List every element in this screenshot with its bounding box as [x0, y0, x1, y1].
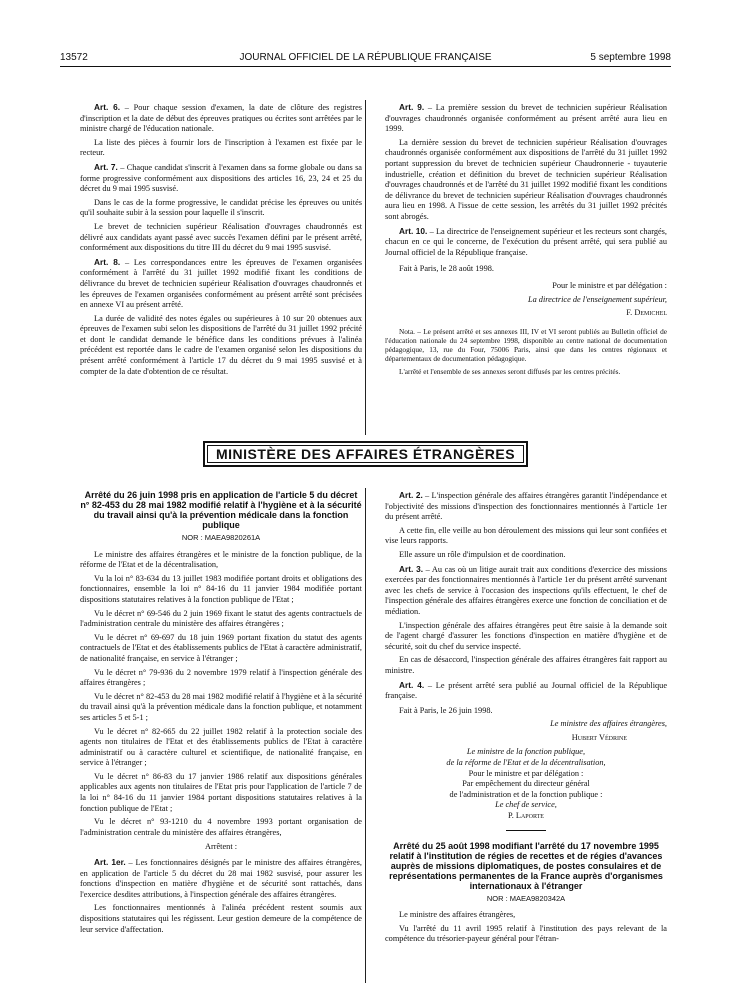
column-divider-bottom: [365, 488, 366, 983]
chief-title: Le chef de service,: [495, 800, 557, 810]
art6-p2: La liste des pièces à fournir lors de l'inscription à l'examen est fixée par le recteur.: [80, 137, 362, 158]
art7: Art. 7. – Chaque candidat s'inscrit à l'examen dans sa forme globale ou dans sa forme progressive conformément aux dispositions des articles 16, 23, 24 et 25 du décret du 9 mai 1995 susvisé.: [80, 161, 362, 194]
minister-title: Le ministre des affaires étrangères,: [550, 719, 667, 729]
minister-name: Hubert Védrine: [571, 732, 627, 742]
for-minister-1: Pour le ministre et par délégation :: [552, 280, 667, 290]
visa-4: Vu le décret n° 79-936 du 2 novembre 1979 relatif à l'inspection générale des affaires étrangères ;: [80, 667, 362, 688]
visa-1: Vu la loi n° 83-634 du 13 juillet 1983 modifiée portant droits et obligations des fonctionnaires, ensemble la loi n° 84-16 du 11 janvier 1984 modifiée portant dispositions statutaires relatives à la fonction publique de l'Etat ;: [80, 573, 362, 604]
nota-2: L'arrêté et l'ensemble de ses annexes seront diffusés par les centres précités.: [399, 366, 621, 376]
chief-name: P. Laporte: [508, 811, 544, 821]
visa-2: Vu le décret n° 69-546 du 2 juin 1969 fixant le statut des agents contractuels de l'administration centrale du ministère des affaires étrangères ;: [80, 608, 362, 629]
art6: Art. 6. – Pour chaque session d'examen, la date de clôture des registres d'inscription et la date de début des épreuves pratiques ou écrites sont arrêtées par le ministre chargé de l'éducation nationale.: [80, 102, 362, 134]
art7-p2: Dans le cas de la forme progressive, le candidat précise les épreuves ou unités qu'il souhaite subir à la session pour laquelle il s'inscrit.: [80, 197, 362, 218]
art1-p2: Les fonctionnaires mentionnés à l'alinéa précédent restent soumis aux dispositions statutaires qui les régissent. Leur gestion demeure de la compétence de leur service d'affectation.: [80, 903, 362, 934]
journal-title: JOURNAL OFFICIEL DE LA RÉPUBLIQUE FRANÇAISE: [239, 52, 492, 63]
ministry-title-box: [203, 441, 528, 467]
nor-1: NOR : MAEA9820261A: [181, 533, 261, 542]
impediment-2: de l'administration et de la fonction publique :: [449, 789, 603, 799]
fp-minister-title-1: Le ministre de la fonction publique,: [466, 747, 586, 757]
signatory-name-1: F. Demichel: [626, 308, 667, 318]
bottom-left-column: [80, 490, 362, 938]
ministry-title: MINISTÈRE DES AFFAIRES ÉTRANGÈRES: [215, 446, 516, 462]
visa-6: Vu le décret n° 82-665 du 22 juillet 1982 relatif à la protection sociale des agents non titulaires de l'Etat et des établissements publics de l'Etat à caractère administratif ou à caractère culturel et scientifique, de nationalité française, en service à l'étranger ;: [80, 726, 362, 768]
art3-p2: L'inspection générale des affaires étrangères peut être saisie à la demande soit de l'agent chargé d'assurer les fonctions d'inspection en matière d'hygiène et de sécurité, soit du chef du service inspecté.: [385, 620, 667, 651]
visa-3: Vu le décret n° 69-697 du 18 juin 1969 portant fixation du statut des agents contractuels de l'Etat et des établissements publics de l'Etat à caractère administratif, de nationalité française, en service à l'étranger ;: [80, 632, 362, 663]
art8-p2: La durée de validité des notes égales ou supérieures à 10 sur 20 obtenues aux épreuves de l'examen subi selon les dispositions de l'arrêté du 31 juillet 1992 précité et dont le candidat demande le bénéfice dans les conditions prévues à l'alinéa précédent est reportée dans le cadre de l'examen organisé selon les dispositions du présent arrêté conformément à l'article 17 du décret du 9 mai 1995 susvisé et à compter de la date d'obtention de ce résultat.: [80, 313, 362, 376]
done-at-2: Fait à Paris, le 26 juin 1998.: [399, 705, 493, 715]
for-minister-2: Pour le ministre et par délégation :: [468, 768, 584, 778]
art3: Art. 3. – Au cas où un litige aurait trait aux conditions d'exercice des missions exercées par des fonctionnaires mentionnés à l'article 1er du présent arrêté survenant avec les chefs de service à l'occasion des inspections qu'ils effectuent, le chef de l'inspection générale des affaires étrangères exerce une fonction de conciliation et de médiation.: [385, 563, 668, 616]
art7-p3: Le brevet de technicien supérieur Réalisation d'ouvrages chaudronnés est délivré aux candidats ayant passé avec succès l'examen défini par le présent arrêté, conformément aux dispositions du titre III du décret du 9 mai 1995 susvisé.: [80, 221, 362, 253]
bottom-right-column: [385, 490, 667, 948]
nor-2: NOR : MAEA9820342A: [486, 893, 566, 903]
signatory-title-1: La directrice de l'enseignement supérieur,: [527, 294, 667, 304]
visa-7: Vu le décret n° 86-83 du 17 janvier 1986 relatif aux dispositions générales applicables aux agents non titulaires de l'Etat pris pour l'application de l'article 7 de la loi n° 84-16 du 11 janvier 1984 portant dispositions statutaires relatives à la fonction publique de l'Etat ;: [80, 771, 362, 813]
art3-p3: En cas de désaccord, l'inspection générale des affaires étrangères fait rapport au ministre.: [385, 655, 667, 675]
art2-p2: A cette fin, elle veille au bon déroulement des missions qui leur sont confiées et vise leurs rapports.: [385, 525, 667, 546]
done-at-1: Fait à Paris, le 28 août 1998.: [399, 264, 494, 274]
art9-p2: La dernière session du brevet de technicien supérieur Réalisation d'ouvrages chaudronnés organisée conformément aux dispositions de l'arrêté du 31 juillet 1992 portant suppression du brevet de technicien supérieur Chaudronnerie - tuyauterie industrielle, création et définition du brevet de technicien supérieur Réalisation d'ouvrages chaudronnés et de l'arrêté du 31 juillet 1992 modifié fixant les conditions de délivrance du brevet de technicien supérieur Réalisation d'ouvrages chaudronnés aura lieu en 1998. A l'issue de cette session, les arrêtés du 31 juillet 1992 précités sont abrogés.: [385, 137, 667, 221]
visa-0: Le ministre des affaires étrangères et le ministre de la fonction publique, de la réforme de l'Etat et de la décentralisation,: [80, 549, 362, 570]
impediment-1: Par empêchement du directeur général: [462, 779, 590, 789]
visa-5: Vu le décret n° 82-453 du 28 mai 1982 modifié relatif à l'hygiène et à la sécurité du travail ainsi qu'à la prévention médicale dans la fonction publique, et notamment ses articles 5 et 5-1 ;: [80, 691, 362, 722]
art9: Art. 9. – La première session du brevet de technicien supérieur Réalisation d'ouvrages chaudronnés organisée conformément au présent arrêté aura lieu en 1999.: [385, 102, 667, 134]
issue-date: 5 septembre 1998: [590, 52, 671, 63]
separator: [506, 830, 546, 831]
art8: Art. 8. – Les correspondances entre les épreuves de l'examen organisées conformément à l'arrêté du 31 juillet 1992 modifié fixant les conditions de délivrance du brevet de technicien supérieur Réalisation d'ouvrages chaudronnés et les épreuves de l'examen organisées conformément au présent arrêté sont précisées en annexe VI au présent arrêté.: [80, 256, 362, 310]
visa-8: Vu le décret n° 93-1210 du 4 novembre 1993 portant organisation de l'administration centrale du ministère des affaires étrangères,: [80, 817, 362, 837]
art2-p3: Elle assure un rôle d'impulsion et de coordination.: [399, 549, 566, 559]
fp-minister-title-2: de la réforme de l'Etat et de la décentralisation,: [446, 758, 606, 768]
arretent: Arrêtent :: [204, 842, 238, 852]
page-number: 13572: [60, 52, 88, 63]
decree-title-2: Arrêté du 25 août 1998 modifiant l'arrêté du 17 novembre 1995 relatif à l'institution de régies de recettes et de régies d'avances auprès de missions diplomatiques, de postes consulaires et de représentations permanentes de la France auprès d'organismes internationaux à l'étranger: [389, 840, 663, 891]
header-rule: [60, 66, 671, 67]
art4: Art. 4. – Le présent arrêté sera publié au Journal officiel de la République française.: [385, 679, 668, 701]
top-left-column: [80, 102, 362, 380]
end-p2: Vu l'arrêté du 11 avril 1995 relatif à l'institution des pays relevant de la compétence du trésorier-payeur général pour l'étran-: [385, 923, 667, 944]
top-right-column: [385, 102, 667, 379]
art1: Art. 1er. – Les fonctionnaires désignés par le ministre des affaires étrangères, en application de l'article 5 du décret du 28 mai 1982 susvisé, pour assurer les fonctions d'inspection en matière d'hygiène et de sécurité sont rattachés, dans l'exercice desdites attributions, à l'inspection générale des affaires étrangères.: [80, 857, 362, 899]
art10: Art. 10. – La directrice de l'enseignement supérieur et les recteurs sont chargés, chacun en ce qui le concerne, de l'exécution du présent arrêté, qui sera publié au Journal officiel de la République française.: [385, 225, 667, 257]
column-divider-top: [365, 100, 366, 435]
decree-title-1: Arrêté du 26 juin 1998 pris en application de l'article 5 du décret n° 82-453 du 28 mai 1982 modifié relatif à l'hygiène et à la sécurité du travail ainsi qu'à la prévention médicale dans la fonction publique: [80, 490, 362, 530]
art2: Art. 2. – L'inspection générale des affaires étrangères garantit l'indépendance et l'objectivité des missions d'inspection des fonctionnaires mentionnés à l'article 1er du présent arrêté.: [385, 490, 667, 522]
nota: Nota. – Le présent arrêté et ses annexes III, IV et VI seront publiés au Bulletin officiel de l'éducation nationale du 24 septembre 1998, disponible au centre national de documentation pédagogique, 13, rue du Four, 75006 Paris, ainsi que dans les centres régionaux et départementaux de documentation pédagogique.: [385, 326, 667, 364]
end-p1: Le ministre des affaires étrangères,: [399, 910, 516, 920]
